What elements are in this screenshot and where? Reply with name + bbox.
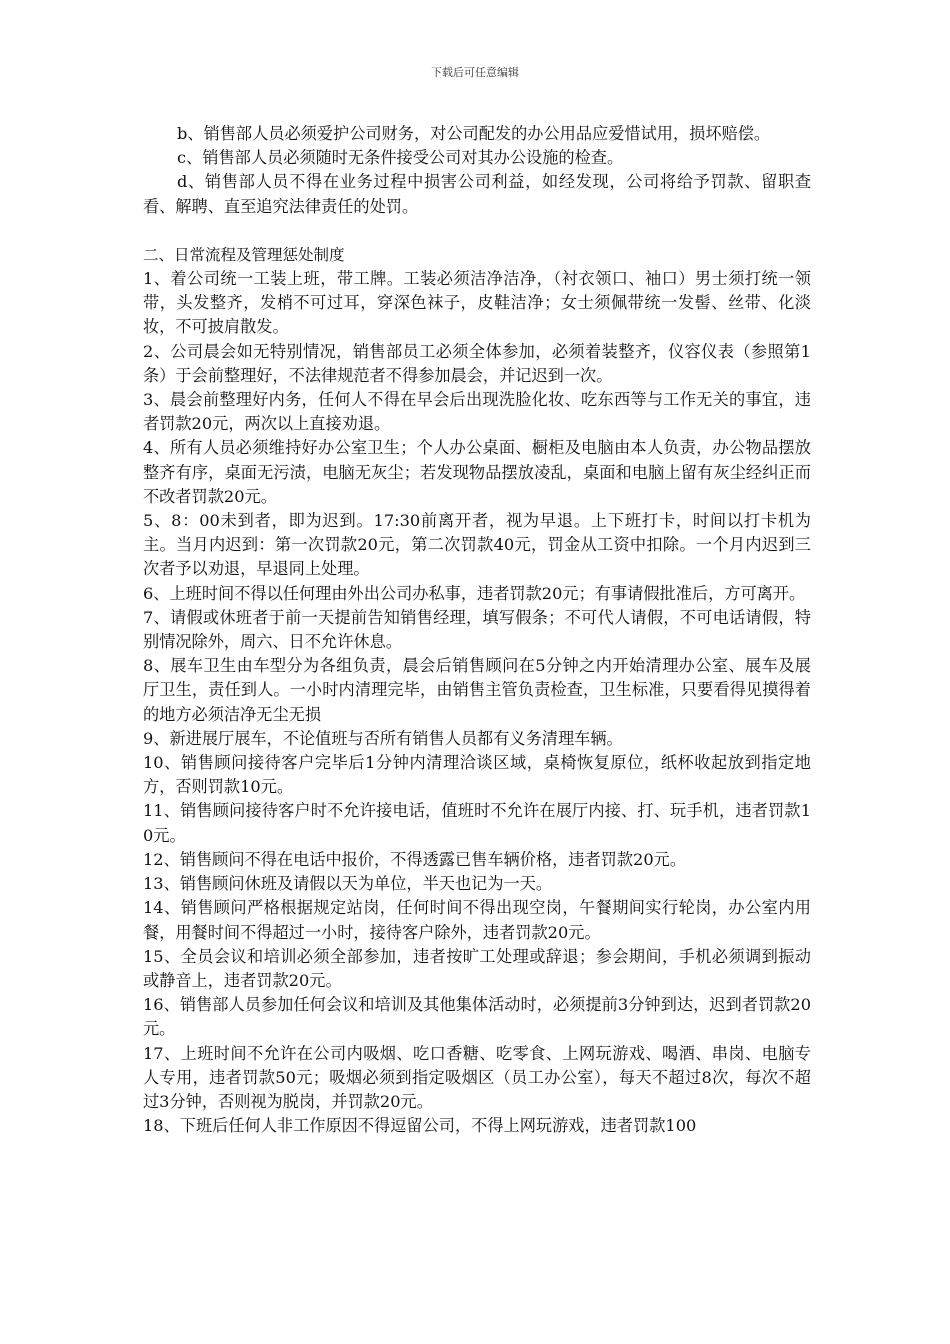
rule-9: 9、新进展厅展车，不论值班与否所有销售人员都有义务清理车辆。 [143, 728, 623, 748]
rule-17: 17、上班时间不允许在公司内吸烟、吃口香糖、吃零食、上网玩游戏、喝酒、串岗、电脑专人专用，违者罚款50元；吸烟必须到指定吸烟区（员工办公室），每天不超过8次，每次不超过3分钟，否则视为脱岗，并罚款20元。 [143, 1043, 811, 1111]
rule-5: 5、8：00未到者，即为迟到。17:30前离开者，视为早退。上下班打卡，时间以打卡机为主。当月内迟到：第一次罚款20元，第二次罚款40元，罚金从工资中扣除。一个月内迟到三次者予以劝退，早退同上处理。 [143, 511, 811, 579]
rule-13: 13、销售顾问休班及请假以天为单位，半天也记为一天。 [143, 874, 553, 894]
rule-14: 14、销售顾问严格根据规定站岗，任何时间不得出现空岗，午餐期间实行轮岗，办公室内用餐，用餐时间不得超过一小时，接待客户除外，违者罚款20元。 [143, 898, 811, 942]
rule-16: 16、销售部人员参加任何会议和培训及其他集体活动时，必须提前3分钟到达，迟到者罚款20元。 [143, 995, 811, 1039]
rule-6: 6、上班时间不得以任何理由外出公司办私事，违者罚款20元；有事请假批准后，方可离开。 [143, 583, 806, 603]
intro-paragraph-d: d、销售部人员不得在业务过程中损害公司利益，如经发现，公司将给予罚款、留职查看、解聘、直至追究法律责任的处罚。 [143, 172, 811, 216]
intro-paragraph-c: c、销售部人员必须随时无条件接受公司对其办公设施的检查。 [177, 148, 624, 168]
rule-3: 3、晨会前整理好内务，任何人不得在早会后出现洗脸化妆、吃东西等与工作无关的事宜，违者罚款20元，两次以上直接劝退。 [143, 390, 811, 434]
rule-4: 4、所有人员必须维持好办公室卫生；个人办公桌面、橱柜及电脑由本人负责，办公物品摆放整齐有序，桌面无污渍，电脑无灰尘；若发现物品摆放凌乱，桌面和电脑上留有灰尘经纠正而不改者罚款20元。 [143, 438, 811, 506]
rule-10: 10、销售顾问接待客户完毕后1分钟内清理洽谈区域，桌椅恢复原位，纸杯收起放到指定地方，否则罚款10元。 [143, 753, 811, 797]
rule-7: 7、请假或休班者于前一天提前告知销售经理，填写假条；不可代人请假，不可电话请假，特别情况除外，周六、日不允许休息。 [143, 607, 811, 652]
rule-1: 1、着公司统一工装上班，带工牌。工装必须洁净洁净，（衬衣领口、袖口）男士须打统一领带，头发整齐，发梢不可过耳，穿深色袜子，皮鞋洁净；女士须佩带统一发髻、丝带、化淡妆，不可披肩散发。 [143, 269, 811, 337]
page-header: 下载后可任意编辑 [431, 66, 519, 79]
intro-paragraph-b: b、销售部人员必须爱护公司财务，对公司配发的办公用品应爱惜试用，损坏赔偿。 [177, 124, 771, 143]
rule-12: 12、销售顾问不得在电话中报价，不得透露已售车辆价格，违者罚款20元。 [143, 849, 687, 869]
paragraph-spacer [143, 219, 811, 243]
document-body [143, 122, 811, 1138]
rule-18: 18、下班后任何人非工作原因不得逗留公司，不得上网玩游戏，违者罚款100 [143, 1116, 697, 1136]
rule-15: 15、全员会议和培训必须全部参加，违者按旷工处理或辞退；参会期间，手机必须调到振动或静音上，违者罚款20元。 [143, 946, 811, 990]
rule-8: 8、展车卫生由车型分为各组负责，晨会后销售顾问在5分钟之内开始清理办公室、展车及展厅卫生，责任到人。一小时内清理完毕，由销售主管负责检查，卫生标准，只要看得见摸得着的地方必须洁净无尘无损 [143, 656, 811, 724]
rule-11: 11、销售顾问接待客户时不允许接电话，值班时不允许在展厅内接、打、玩手机，违者罚款10元。 [143, 801, 811, 845]
rule-2: 2、公司晨会如无特别情况，销售部员工必须全体参加，必须着装整齐，仪容仪表（参照第1条）于会前整理好，不法律规范者不得参加晨会，并记迟到一次。 [143, 341, 811, 385]
section-title: 二、日常流程及管理惩处制度 [143, 245, 345, 264]
